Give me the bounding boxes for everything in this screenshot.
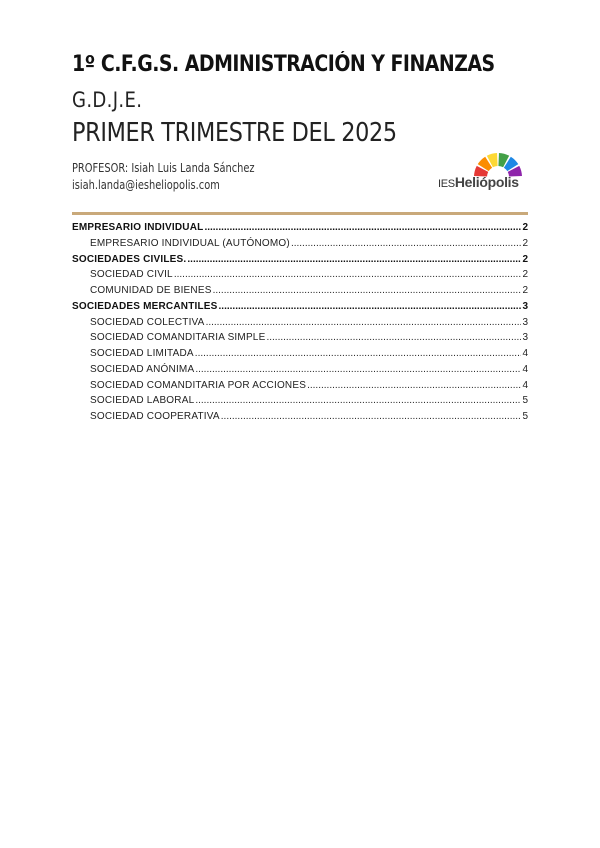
toc-dot-leader [204, 222, 521, 233]
toc-entry-label: SOCIEDAD COOPERATIVA [90, 411, 220, 422]
toc-page-number: 4 [522, 348, 528, 359]
toc-dot-leader [291, 238, 522, 249]
toc-dot-leader [307, 380, 521, 391]
toc-page-number: 3 [522, 316, 528, 328]
toc-page-number: 3 [522, 300, 528, 312]
toc-page-number: 5 [522, 395, 528, 407]
toc-subsection-entry[interactable] [72, 317, 528, 333]
logo-prefix: IES [438, 178, 455, 190]
toc-subsection-entry[interactable] [72, 364, 528, 380]
toc-page-number: 2 [522, 269, 528, 281]
toc-entry-label: SOCIEDADES MERCANTILES [72, 300, 218, 312]
toc-page-number: 4 [522, 363, 528, 375]
toc-dot-leader [219, 301, 522, 312]
course-title: 1º C.F.G.S. ADMINISTRACIÓN Y FINANZAS [72, 52, 495, 77]
toc-page-number: 2 [522, 253, 528, 265]
toc-entry-label: SOCIEDAD LIMITADA [90, 348, 194, 359]
toc-page-number: 4 [522, 379, 528, 391]
toc-dot-leader [195, 348, 522, 359]
toc-section-entry[interactable] [72, 301, 528, 317]
toc-entry-label: EMPRESARIO INDIVIDUAL [72, 222, 204, 233]
toc-dot-leader [206, 317, 522, 328]
table-of-contents [72, 222, 528, 427]
subject-title: G.D.J.E. [72, 88, 143, 112]
logo-name: Heliópolis [454, 174, 519, 190]
toc-entry-label: SOCIEDAD COMANDITARIA POR ACCIONES [90, 379, 307, 391]
toc-entry-label: SOCIEDAD CIVIL [90, 269, 173, 281]
toc-subsection-entry[interactable] [72, 238, 528, 254]
toc-subsection-entry[interactable] [72, 411, 528, 427]
toc-dot-leader [195, 395, 521, 406]
toc-entry-label: SOCIEDADES CIVILES. [72, 253, 187, 265]
toc-section-entry[interactable] [72, 222, 528, 238]
toc-dot-leader [195, 364, 521, 375]
toc-dot-leader [221, 411, 522, 422]
term-title: PRIMER TRIMESTRE DEL 2025 [72, 118, 397, 148]
toc-entry-label: EMPRESARIO INDIVIDUAL (AUTÓNOMO) [90, 237, 290, 249]
toc-subsection-entry[interactable] [72, 348, 528, 364]
toc-dot-leader [174, 269, 522, 280]
toc-subsection-entry[interactable] [72, 380, 528, 396]
toc-subsection-entry[interactable] [72, 285, 528, 301]
toc-page-number: 3 [522, 332, 528, 344]
logo-wordmark [438, 174, 519, 192]
school-logo [438, 150, 530, 194]
toc-section-entry[interactable] [72, 254, 528, 270]
toc-entry-label: SOCIEDAD COMANDITARIA SIMPLE [90, 332, 266, 344]
header-divider [72, 212, 528, 215]
toc-page-number: 2 [522, 285, 528, 296]
toc-subsection-entry[interactable] [72, 395, 528, 411]
toc-dot-leader [266, 332, 521, 343]
toc-dot-leader [187, 254, 521, 265]
toc-dot-leader [213, 285, 522, 296]
toc-subsection-entry[interactable] [72, 332, 528, 348]
toc-page-number: 5 [522, 411, 528, 422]
toc-entry-label: SOCIEDAD ANÓNIMA [90, 363, 195, 375]
toc-page-number: 2 [522, 222, 528, 233]
professor-line: PROFESOR: Isiah Luis Landa Sánchez [72, 161, 255, 175]
toc-page-number: 2 [522, 237, 528, 249]
toc-entry-label: SOCIEDAD COLECTIVA [90, 316, 205, 328]
toc-entry-label: COMUNIDAD DE BIENES [90, 285, 212, 296]
toc-subsection-entry[interactable] [72, 269, 528, 285]
professor-email: isiah.landa@iesheliopolis.com [72, 178, 220, 192]
toc-entry-label: SOCIEDAD LABORAL [90, 395, 195, 407]
